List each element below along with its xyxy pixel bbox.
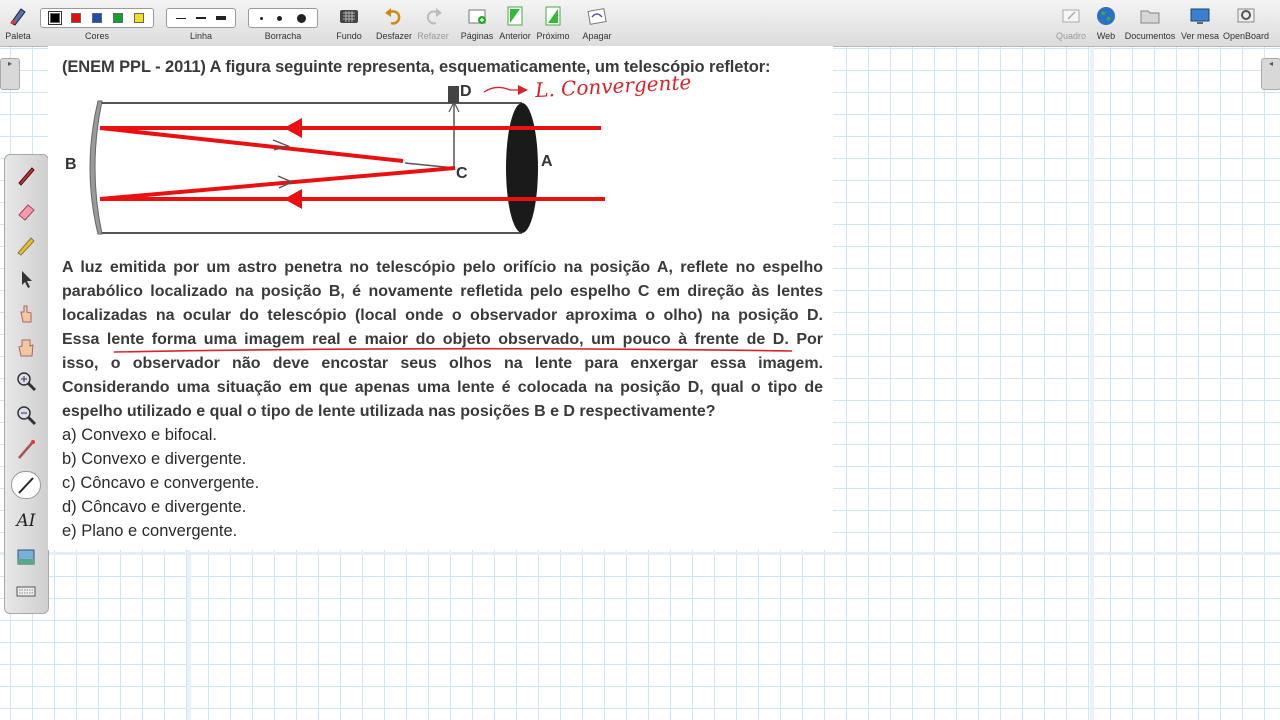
next-page-icon xyxy=(542,5,564,27)
web-button[interactable]: Web xyxy=(1092,0,1120,46)
aperture-a xyxy=(506,103,538,233)
eraser-medium-icon[interactable] xyxy=(277,16,282,21)
line-medium-icon[interactable] xyxy=(196,17,206,19)
laser-pointer-tool[interactable] xyxy=(11,435,41,463)
next-page-button[interactable]: Próximo xyxy=(536,0,570,46)
laser-pointer-icon xyxy=(15,438,37,460)
label-d: D xyxy=(460,83,472,100)
option-b: b) Convexo e divergente. xyxy=(62,450,247,468)
desktop-button[interactable]: Ver mesa xyxy=(1180,0,1220,46)
mirror-b xyxy=(90,101,102,234)
previous-page-button[interactable]: Anterior xyxy=(498,0,532,46)
colors-button[interactable]: Cores xyxy=(40,0,154,46)
monitor-icon xyxy=(1189,5,1211,27)
redo-button[interactable]: Refazer xyxy=(416,0,450,46)
capture-icon xyxy=(15,546,37,568)
line-width-button[interactable]: Linha xyxy=(166,0,236,46)
line-thick-icon[interactable] xyxy=(216,16,226,20)
question-line: parabólico localizado na posição B, é novamente refletida pelo espelho C em direção às lentes xyxy=(62,283,823,300)
answer-options xyxy=(62,423,259,543)
clear-page-button[interactable]: Apagar xyxy=(580,0,614,46)
line-tool[interactable] xyxy=(11,471,41,499)
right-panel-toggle[interactable]: ◂ xyxy=(1261,58,1280,90)
marker-tool[interactable] xyxy=(11,231,41,259)
capture-tool[interactable] xyxy=(11,543,41,571)
zoom-out-tool[interactable] xyxy=(11,401,41,429)
question-title: (ENEM PPL - 2011) A figura seguinte representa, esquematicamente, um telescópio refletor: xyxy=(62,58,771,76)
question-image[interactable] xyxy=(48,46,833,550)
text-tool[interactable] xyxy=(11,507,41,535)
line-width-options[interactable] xyxy=(166,8,236,28)
line-icon xyxy=(15,474,37,496)
color-swatch-yellow[interactable] xyxy=(134,13,144,23)
grid-divider xyxy=(0,552,1280,555)
board-icon xyxy=(1060,5,1082,27)
ray-reflect-bottom xyxy=(100,168,455,199)
eraser-icon xyxy=(15,200,37,222)
keyboard-tool[interactable] xyxy=(11,577,41,605)
option-a: a) Convexo e bifocal. xyxy=(62,426,218,444)
globe-icon xyxy=(1095,5,1117,27)
zoom-out-icon xyxy=(15,404,37,426)
interact-tool[interactable] xyxy=(11,299,41,327)
left-panel-toggle[interactable]: ▸ xyxy=(0,58,20,90)
question-line: espelho utilizado e qual o tipo de lente utilizada nas posições B e D respectivamente? xyxy=(62,403,716,420)
add-page-icon xyxy=(466,5,488,27)
label-b: B xyxy=(65,156,77,173)
option-e: e) Plano e convergente. xyxy=(62,522,238,540)
question-line: A luz emitida por um astro penetra no telescópio pelo orifício na posição A, reflete no espelho xyxy=(62,259,823,276)
interact-icon xyxy=(15,302,37,324)
pages-button[interactable]: Páginas xyxy=(460,0,494,46)
hand-icon xyxy=(15,336,37,358)
question-line: Considerando uma situação em que apenas uma lente é colocada na posição D, qual o tipo de xyxy=(62,379,823,396)
background-button[interactable]: Fundo xyxy=(332,0,366,46)
color-swatch-blue[interactable] xyxy=(92,13,102,23)
lens-d xyxy=(448,86,459,103)
label-a: A xyxy=(541,153,553,170)
palette-icon xyxy=(7,5,29,27)
stylus-palette xyxy=(4,154,49,614)
eraser-size-options[interactable] xyxy=(248,8,318,28)
question-line: localizadas na ocular do telescópio (local onde o observador aproxima o olho) na posição D. xyxy=(62,307,823,324)
pen-icon xyxy=(15,164,37,186)
label-c: C xyxy=(456,165,468,182)
color-swatch-black[interactable] xyxy=(50,13,60,23)
eraser-large-icon[interactable] xyxy=(297,14,306,23)
undo-button[interactable]: Desfazer xyxy=(374,0,414,46)
grid-divider xyxy=(1090,46,1094,720)
question-line: Essa lente forma uma imagem real e maior do objeto observado, um pouco à frente de D. Por xyxy=(62,331,823,348)
gear-icon xyxy=(1235,5,1257,27)
eraser-tool[interactable] xyxy=(11,197,41,225)
hand-tool[interactable] xyxy=(11,333,41,361)
line-thin-icon[interactable] xyxy=(176,18,186,19)
background-grid-icon xyxy=(338,5,360,27)
selector-icon xyxy=(15,268,37,290)
color-swatch-green[interactable] xyxy=(113,13,123,23)
openboard-menu-button[interactable]: OpenBoard xyxy=(1222,0,1270,46)
marker-icon xyxy=(15,234,37,256)
undo-icon xyxy=(383,5,405,27)
question-body xyxy=(62,256,823,424)
redo-icon xyxy=(422,5,444,27)
option-c: c) Côncavo e convergente. xyxy=(62,474,260,492)
documents-button[interactable]: Documentos xyxy=(1124,0,1176,46)
board-mode-button[interactable]: Quadro xyxy=(1054,0,1088,46)
ray-reflect-top xyxy=(100,128,403,161)
selector-tool[interactable] xyxy=(11,265,41,293)
zoom-in-icon xyxy=(15,370,37,392)
keyboard-icon xyxy=(15,580,37,602)
zoom-in-tool[interactable] xyxy=(11,367,41,395)
top-toolbar xyxy=(0,0,1280,47)
color-swatches[interactable] xyxy=(40,8,154,28)
pen-tool[interactable] xyxy=(11,161,41,189)
color-swatch-red[interactable] xyxy=(71,13,81,23)
question-line: isso, o observador não deve encostar seus olhos na lente para enxergar essa imagem. xyxy=(62,355,823,372)
option-d: d) Côncavo e divergente. xyxy=(62,498,247,516)
palette-button[interactable]: Paleta xyxy=(2,0,34,46)
text-icon: AI xyxy=(16,511,36,531)
handwritten-annotation: L. Convergente xyxy=(534,69,692,103)
folder-icon xyxy=(1139,5,1161,27)
clear-page-icon xyxy=(586,5,608,27)
eraser-small-icon[interactable] xyxy=(260,17,263,20)
eraser-size-button[interactable]: Borracha xyxy=(248,0,318,46)
previous-page-icon xyxy=(504,5,526,27)
